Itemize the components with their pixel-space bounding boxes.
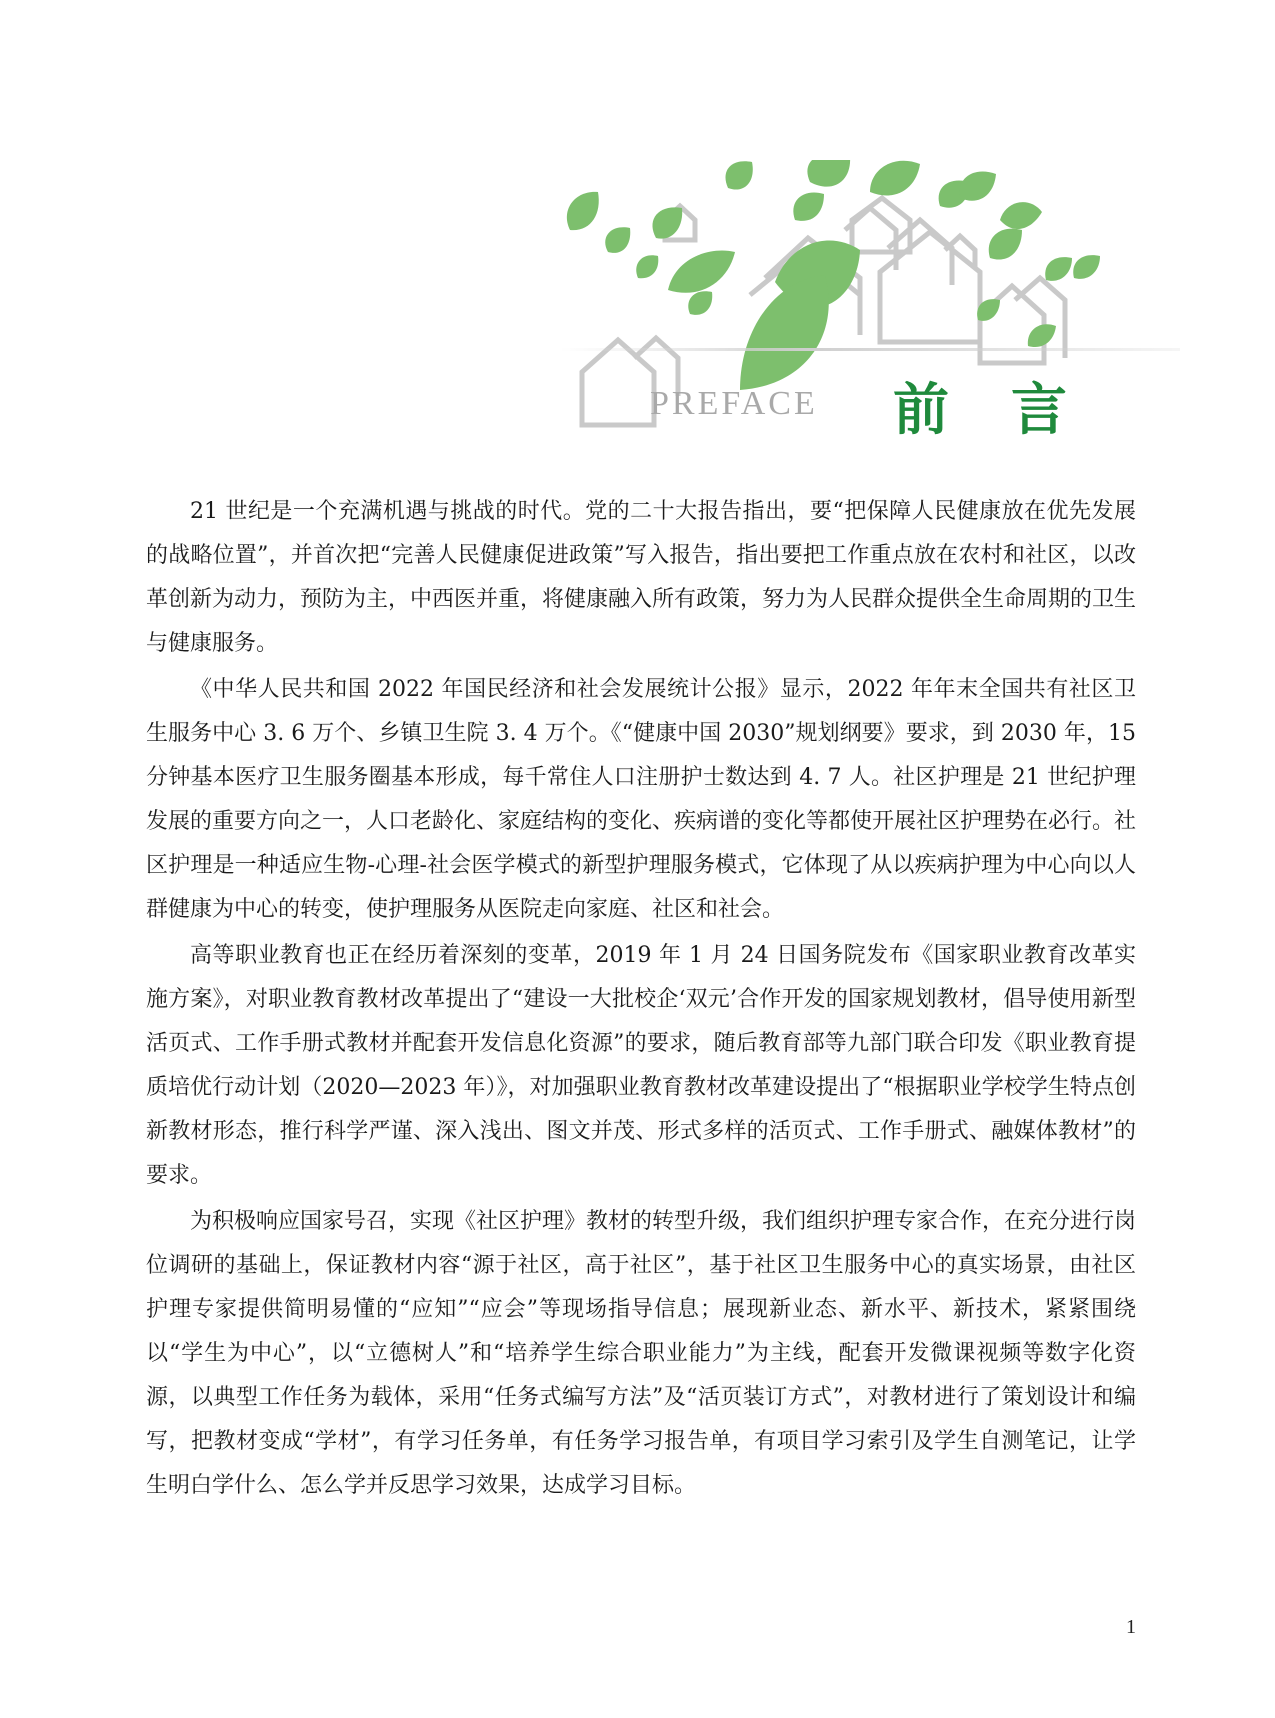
paragraph: 《中华人民共和国 2022 年国民经济和社会发展统计公报》显示，2022 年年末全国共有社区卫生服务中心 3. 6 万个、乡镇卫生院 3. 4 万个。《“健康中国 2030”规划纲要》要求，到 2030 年，15 分钟基本医疗卫生服务圈基本形成，每千常住人口注册护士数达到 4. 7 人。社区护理是 21 世纪护理发展的重要方向之一，人口老龄化、家庭结构的变化、疾病谱的变化等都使开展社区护理势在必行。社区护理是一种适应生物-心理-社会医学模式的新型护理服务模式，它体现了从以疾病护理为中心向以人群健康为中心的转变，使护理服务从医院走向家庭、社区和社会。 (146, 677, 1137, 922)
page-number: 1 (1126, 1616, 1136, 1638)
paragraph: 高等职业教育也正在经历着深刻的变革，2019 年 1 月 24 日国务院发布《国家职业教育改革实施方案》，对职业教育教材改革提出了“建设一大批校企‘双元’合作开发的国家规划教材，倡导使用新型活页式、工作手册式教材并配套开发信息化资源”的要求，随后教育部等九部门联合印发《职业教育提质培优行动计划（2020—2023 年）》，对加强职业教育教材改革建设提出了“根据职业学校学生特点创新教材形态，推行科学严谨、深入浅出、图文并茂、形式多样的活页式、工作手册式、融媒体教材”的要求。 (146, 943, 1136, 1188)
paragraph: 为积极响应国家号召，实现《社区护理》教材的转型升级，我们组织护理专家合作，在充分进行岗位调研的基础上，保证教材内容“源于社区，高于社区”，基于社区卫生服务中心的真实场景，由社区护理专家提供简明易懂的“应知”“应会”等现场指导信息；展现新业态、新水平、新技术，紧紧围绕以“学生为中心”，以“立德树人”和“培养学生综合职业能力”为主线，配套开发微课视频等数字化资源，以典型工作任务为载体，采用“任务式编写方法”及“活页装订方式”，对教材进行了策划设计和编写，把教材变成“学材”，有学习任务单，有任务学习报告单，有项目学习索引及学生自测笔记，让学生明白学什么、怎么学并反思学习效果，达成学习目标。 (146, 1209, 1137, 1498)
paragraph: 21 世纪是一个充满机遇与挑战的时代。党的二十大报告指出，要“把保障人民健康放在优先发展的战略位置”，并首次把“完善人民健康促进政策”写入报告，指出要把工作重点放在农村和社区，以改革创新为动力，预防为主，中西医并重，将健康融入所有政策，努力为人民群众提供全生命周期的卫生与健康服务。 (146, 499, 1137, 656)
preface-body (146, 490, 1136, 1510)
preface-chinese-title: 前言 (893, 377, 1129, 443)
preface-english-title: PREFACE (650, 385, 818, 422)
